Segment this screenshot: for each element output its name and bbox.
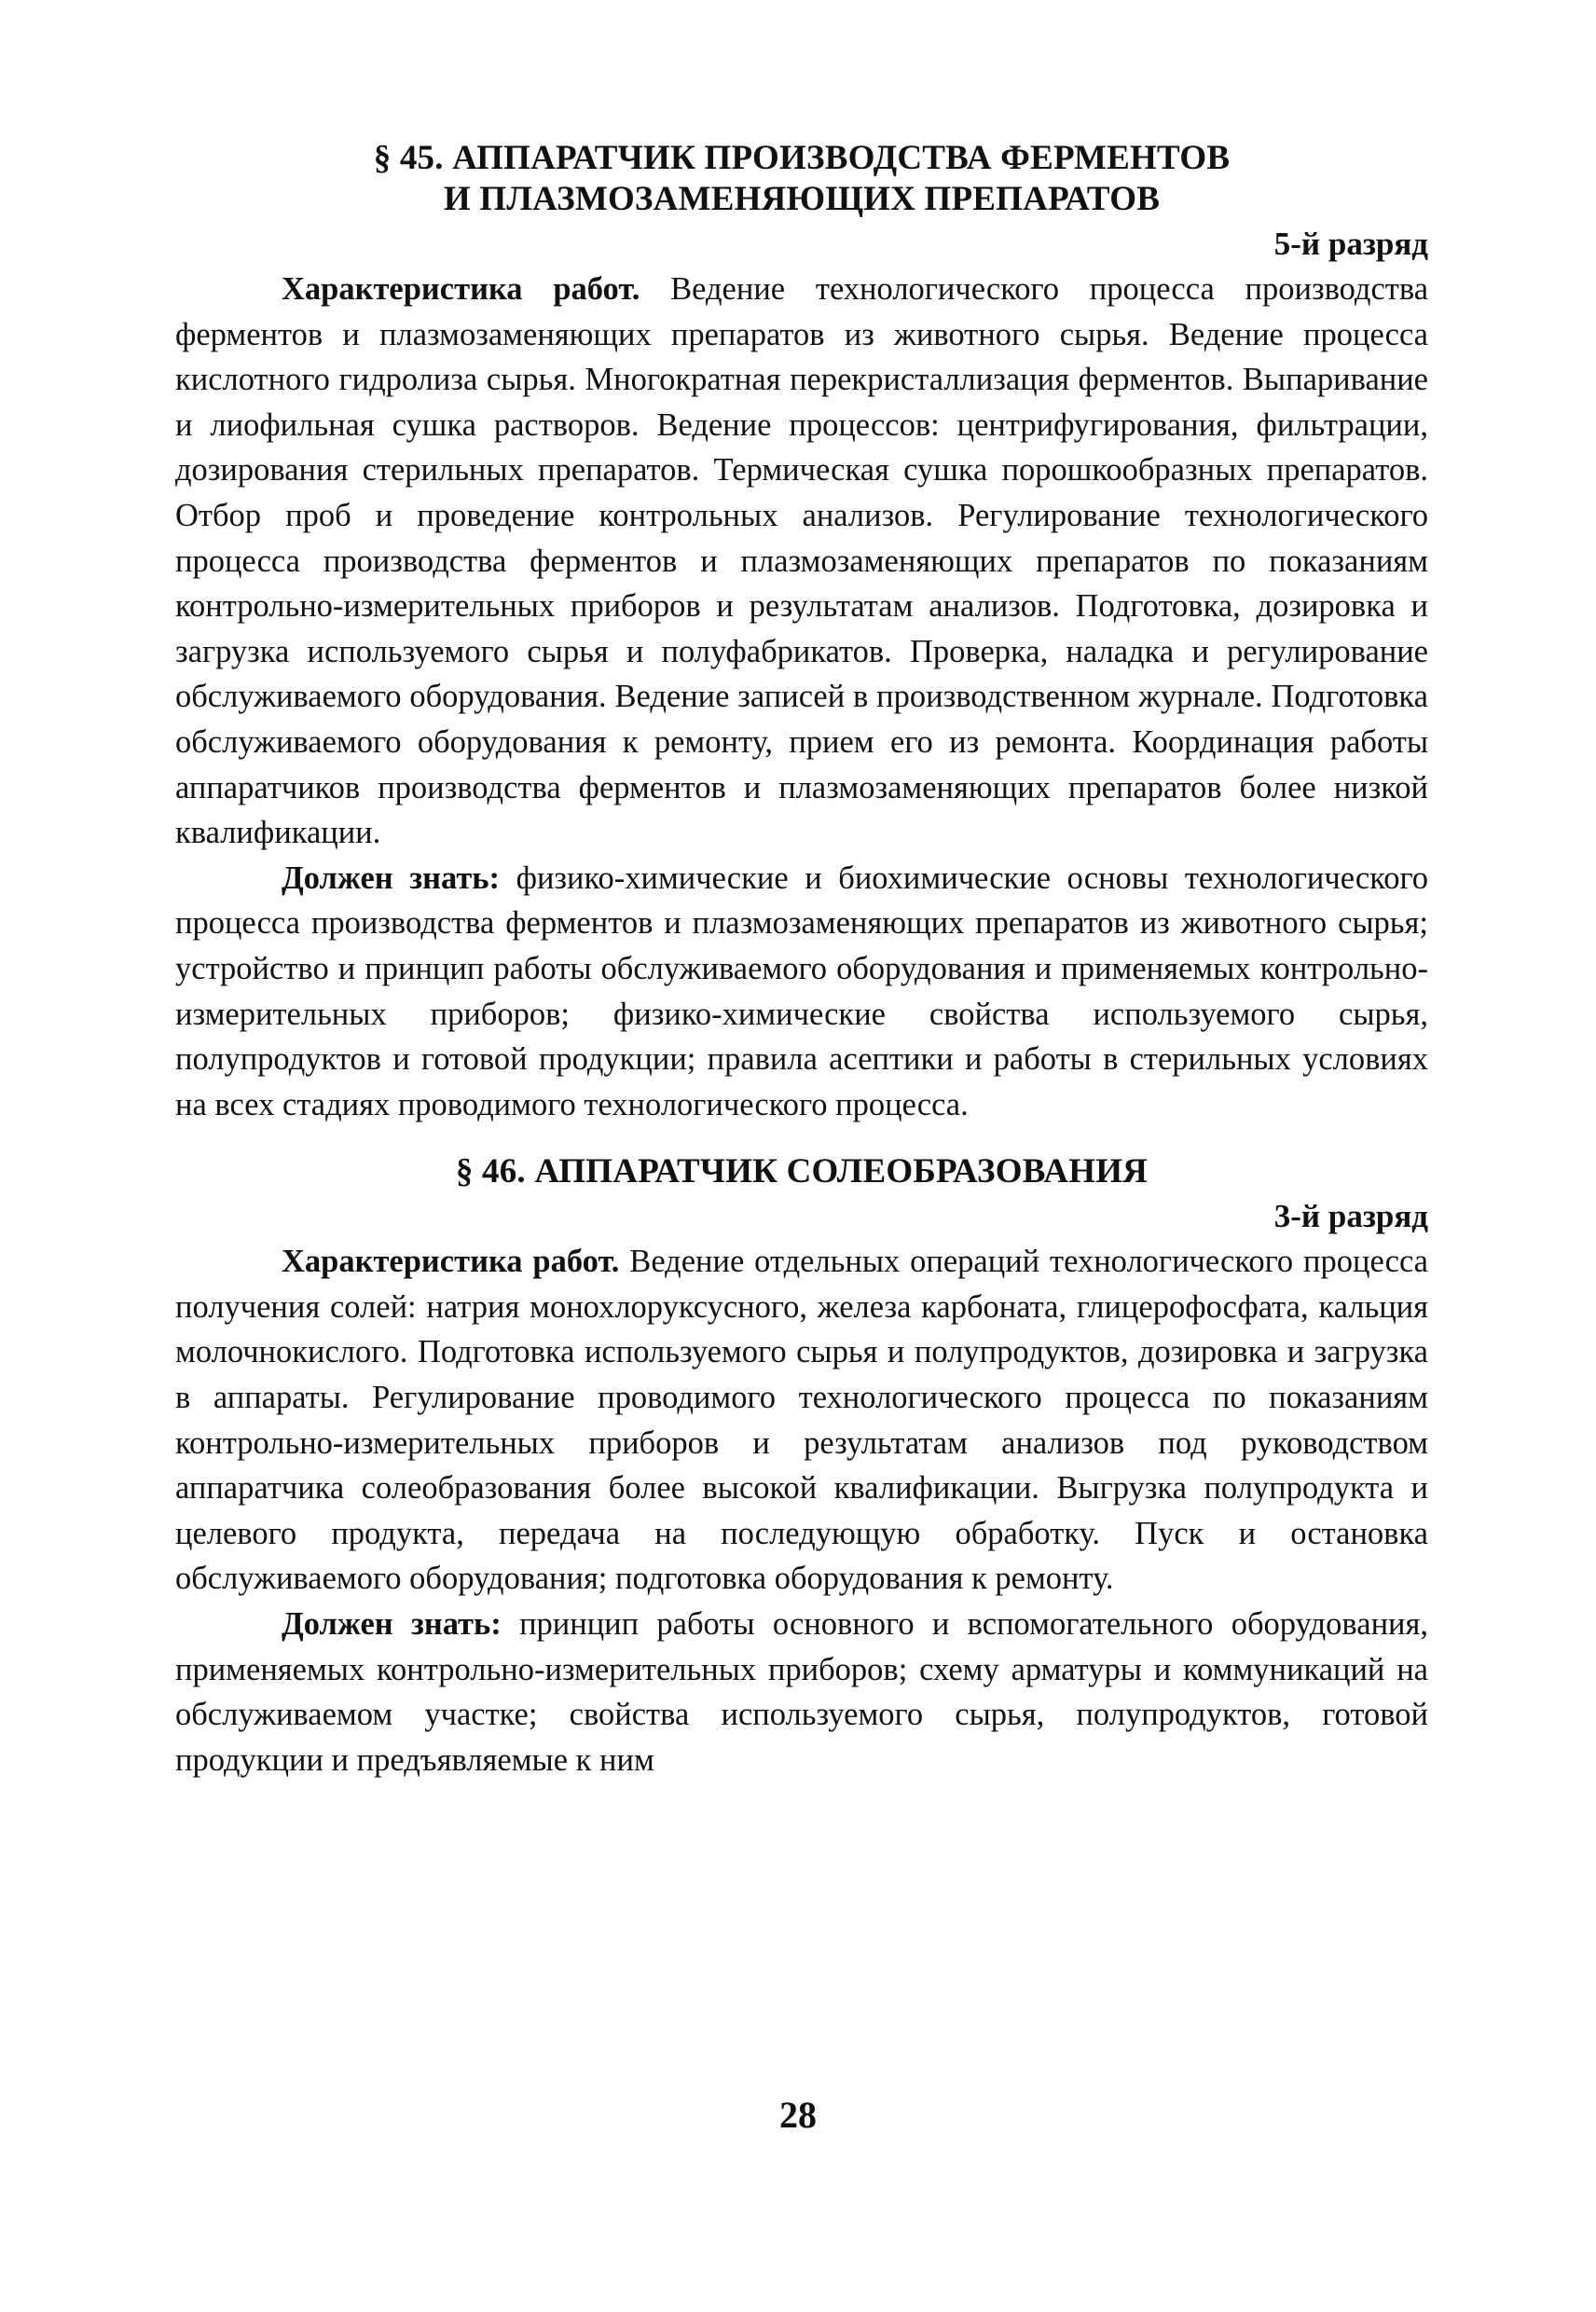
work-characteristics-text: Ведение отдельных операций технологического процесса получения солей: натрия монохлоруксусного, железа карбоната, глицерофосфата, кальция молочнокислого. Подготовка используемого сырья и полупродуктов, дозировка и загрузка в аппараты. Регулирование проводимого технологического процесса по показаниям контрольно-измерительных приборов и результатам анализов под руководством аппаратчика солеобразования более высокой квалификации. Выгрузка полупродукта и целевого продукта, передача на последующую обработку. Пуск и остановка обслуживаемого оборудования; подготовка оборудования к ремонту. bbox=[175, 1244, 1428, 1597]
section-title-line: И ПЛАЗМОЗАМЕНЯЮЩИХ ПРЕПАРАТОВ bbox=[443, 180, 1161, 218]
work-characteristics-text: Ведение технологического процесса производства ферментов и плазмозаменяющих препаратов из животного сырья. Ведение процесса кислотного гидролиза сырья. Многократная перекристаллизация ферментов. Выпаривание и лиофильная сушка растворов. Ведение процессов: центрифугирования, фильтрации, дозирования стерильных препаратов. Термическая сушка порошкообразных препаратов. Отбор проб и проведение контрольных анализов. Регулирование технологического процесса производства ферментов и плазмозаменяющих препаратов по показаниям контрольно-измерительных приборов и результатам анализов. Подготовка, дозировка и загрузка используемого сырья и полуфабрикатов. Проверка, наладка и регулирование обслуживаемого оборудования. Ведение записей в производственном журнале. Подготовка обслуживаемого оборудования к ремонту, прием его из ремонта. Координация работы аппаратчиков производства ферментов и плазмозаменяющих препаратов более низкой квалификации. bbox=[175, 271, 1429, 851]
section-title bbox=[175, 138, 1428, 220]
grade-label: 5-й разряд bbox=[1273, 226, 1428, 262]
must-know-text: физико-химические и биохимические основы технологического процесса производства ферментов и плазмозаменяющих препаратов из животного сырья; устройство и принцип работы обслуживаемого оборудования и применяемых контрольно-измерительных приборов; физико-химические свойства используемого сырья, полупродуктов и готовой продукции; правила асептики и работы в стерильных условиях на всех стадиях проводимого технологического процесса. bbox=[175, 860, 1428, 1122]
document-page bbox=[175, 138, 1428, 1782]
must-know-paragraph bbox=[175, 1602, 1428, 1782]
section-title bbox=[175, 1151, 1428, 1192]
work-characteristics-paragraph bbox=[175, 1239, 1428, 1602]
grade-label: 3-й разряд bbox=[1273, 1198, 1428, 1235]
must-know-label: Должен знать: bbox=[282, 1606, 502, 1643]
section-title-line: § 45. АППАРАТЧИК ПРОИЗВОДСТВА ФЕРМЕНТОВ bbox=[373, 139, 1231, 177]
section-45 bbox=[175, 138, 1428, 1127]
section-title-line: § 46. АППАРАТЧИК СОЛЕОБРАЗОВАНИЯ bbox=[455, 1152, 1149, 1191]
work-characteristics-paragraph bbox=[175, 267, 1428, 856]
work-characteristics-label: Характеристика работ. bbox=[282, 271, 640, 307]
must-know-paragraph bbox=[175, 856, 1428, 1128]
must-know-label: Должен знать: bbox=[282, 860, 501, 896]
must-know-text: принцип работы основного и вспомогательного оборудования, применяемых контрольно-измерительных приборов; схему арматуры и коммуникаций на обслуживаемом участке; свойства используемого сырья, полупродуктов, готовой продукции и предъявляемые к ним bbox=[175, 1606, 1429, 1778]
section-46 bbox=[175, 1151, 1428, 1782]
page-number: 28 bbox=[779, 2094, 817, 2136]
work-characteristics-label: Характеристика работ. bbox=[282, 1244, 620, 1280]
